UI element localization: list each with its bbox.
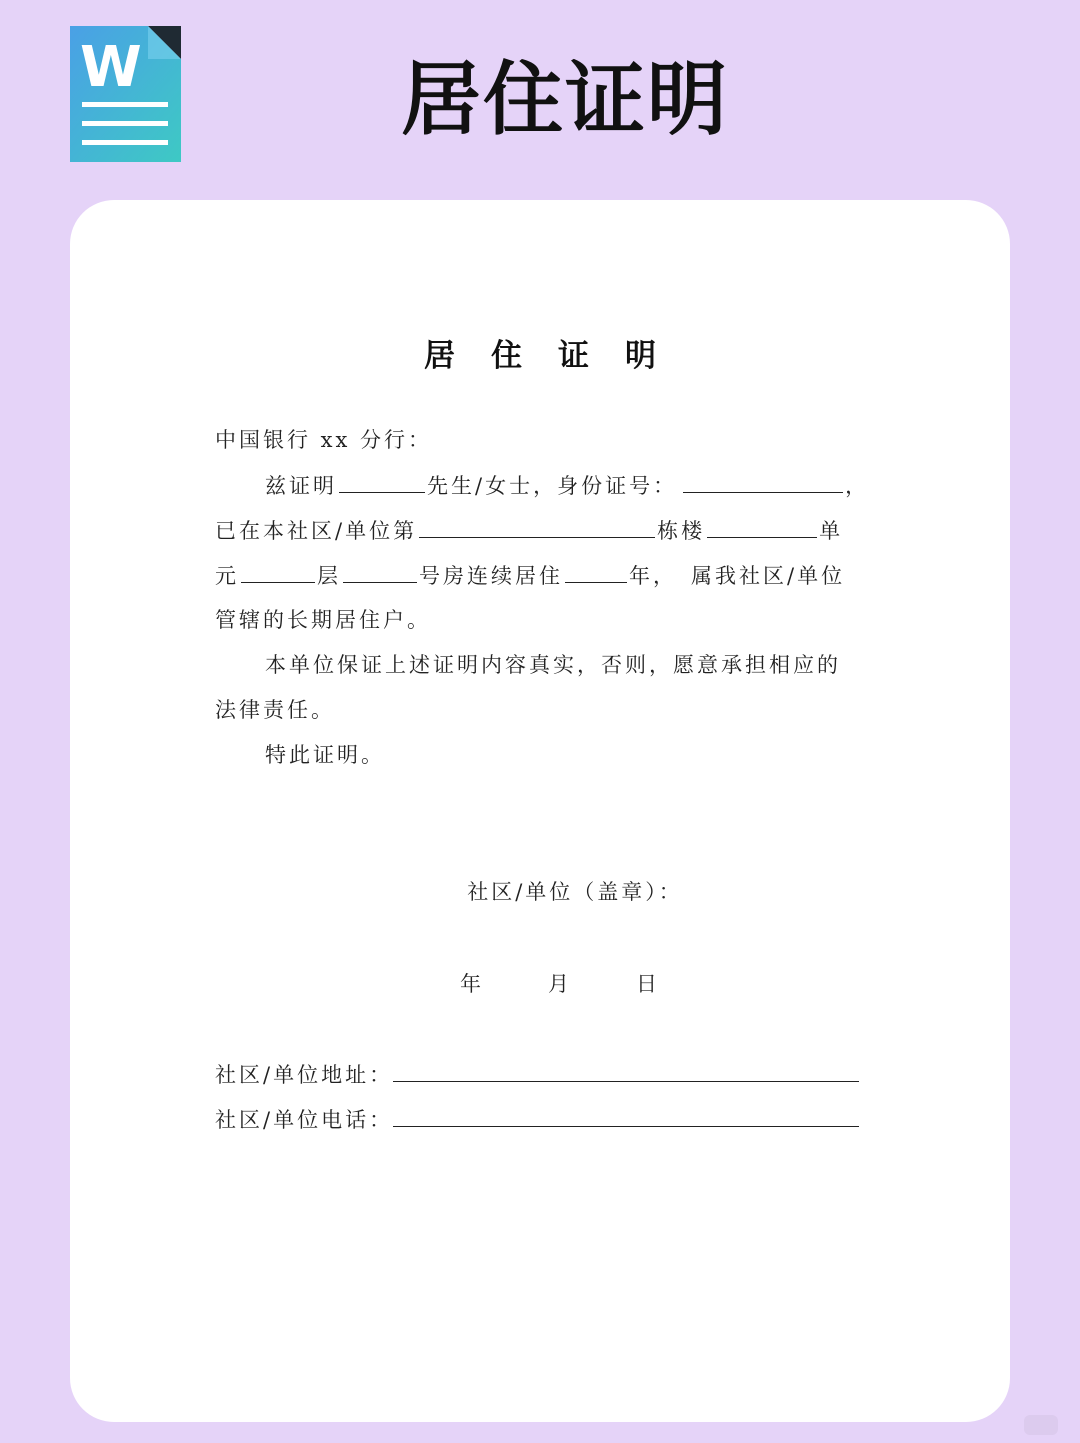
id-number-blank[interactable]	[683, 470, 843, 493]
page-title: 居住证明	[401, 53, 729, 146]
closing-line: 特此证明。	[265, 743, 385, 767]
building-blank[interactable]	[419, 515, 655, 538]
body-line-4: 管辖的长期居住户。	[215, 608, 431, 632]
seal-label: 社区/单位（盖章）：	[467, 880, 683, 904]
body-line-2	[215, 515, 843, 545]
corner-watermark	[1024, 1415, 1058, 1435]
date-month: 月	[548, 972, 572, 996]
text-segment: 先生/女士，身份证号：	[427, 474, 678, 498]
document-card	[70, 200, 1010, 1422]
text-segment: 属我社区/单位	[691, 564, 846, 588]
phone-row	[215, 1105, 859, 1135]
body-line-1	[265, 470, 869, 500]
document-title: 居住证明	[424, 338, 692, 374]
room-blank[interactable]	[343, 560, 417, 583]
salutation: 中国银行 xx 分行：	[215, 428, 433, 452]
floor-blank[interactable]	[241, 560, 315, 583]
date-year: 年	[460, 972, 484, 996]
phone-label: 社区/单位电话：	[215, 1108, 394, 1132]
text-segment: 号房连续居住	[419, 564, 563, 588]
text-segment: 年，	[629, 564, 677, 588]
phone-blank[interactable]	[393, 1106, 859, 1127]
address-label: 社区/单位地址：	[215, 1063, 394, 1087]
word-letter: W	[80, 35, 142, 100]
name-blank[interactable]	[339, 470, 425, 493]
body-line-3	[215, 560, 845, 590]
address-blank[interactable]	[393, 1061, 859, 1082]
text-segment: 层	[317, 564, 341, 588]
body-line-5: 本单位保证上述证明内容真实，否则，愿意承担相应的	[265, 653, 841, 677]
date-row	[70, 968, 1010, 998]
text-segment: 栋楼	[657, 519, 706, 543]
text-segment: 兹证明	[265, 474, 337, 498]
address-row	[215, 1060, 859, 1090]
text-segment: 已在本社区/单位第	[215, 519, 418, 543]
unit-blank[interactable]	[707, 515, 817, 538]
text-segment: 单	[819, 519, 844, 543]
text-segment: ，	[845, 474, 870, 498]
text-segment: 元	[215, 564, 239, 588]
years-blank[interactable]	[565, 560, 627, 583]
date-day: 日	[636, 972, 660, 996]
body-line-6: 法律责任。	[215, 698, 335, 722]
